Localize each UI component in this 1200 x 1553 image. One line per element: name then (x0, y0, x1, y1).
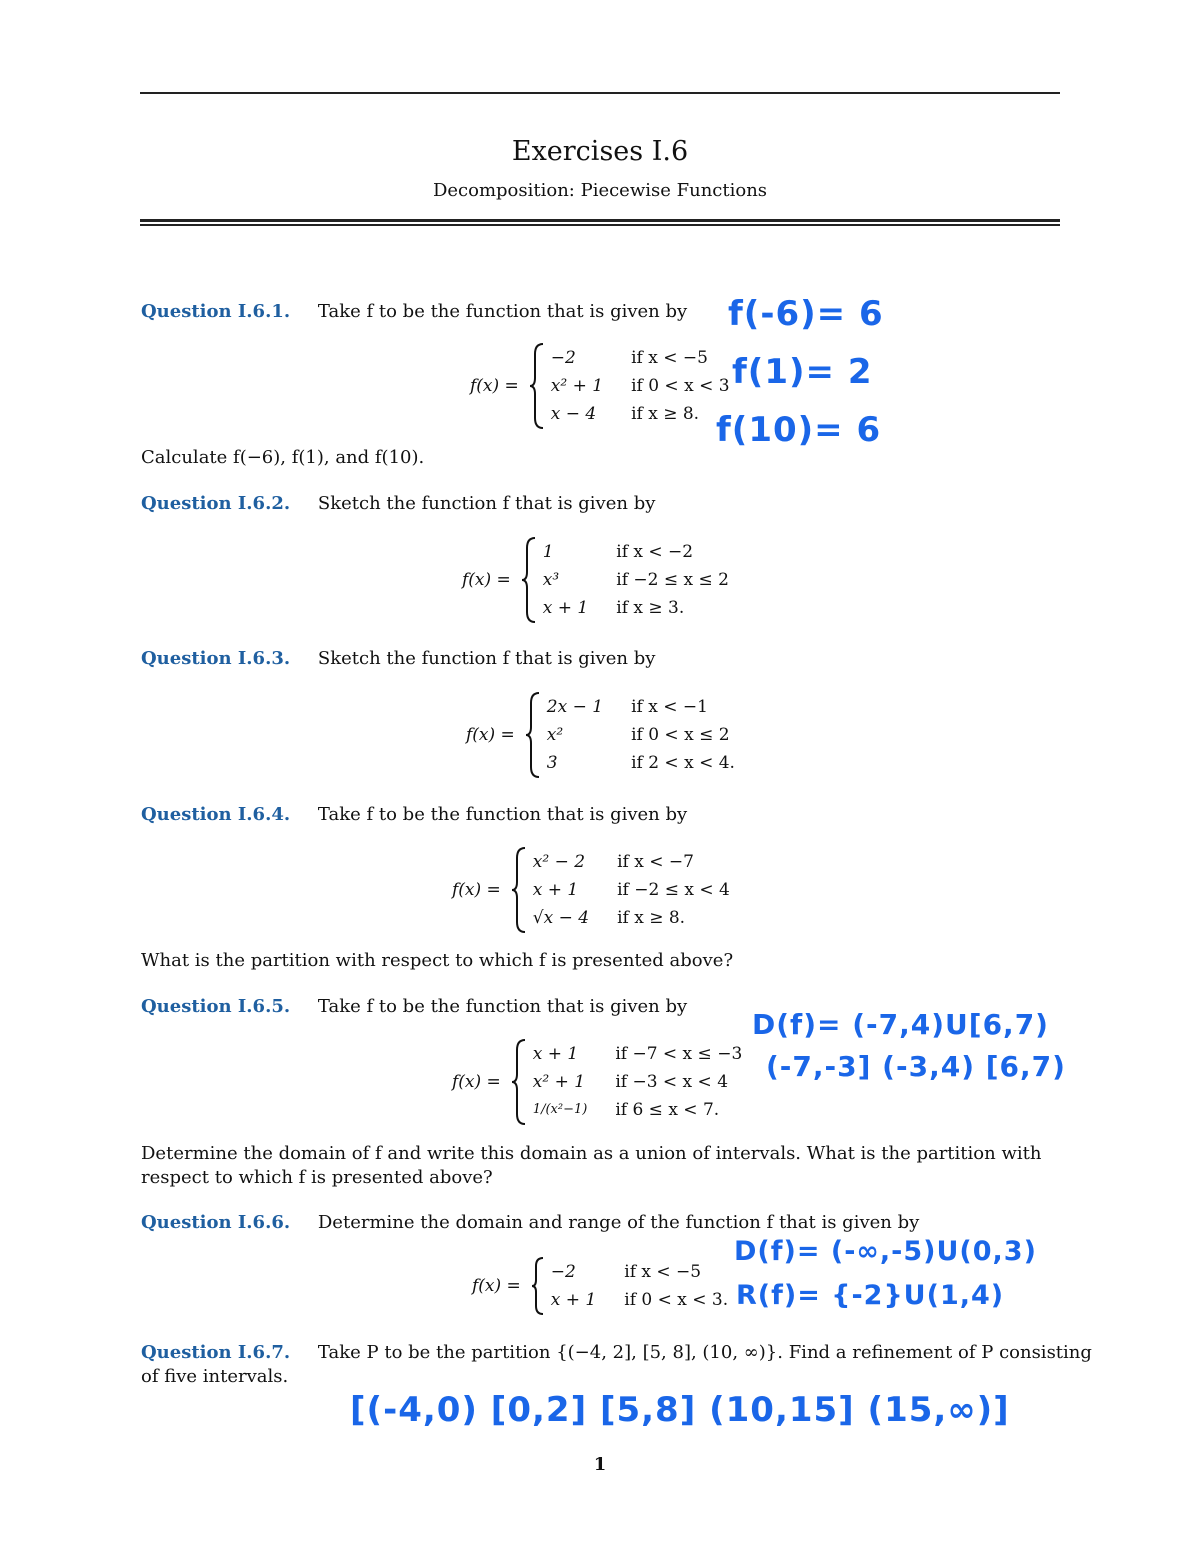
question-6 (141, 1212, 919, 1233)
case-expression: 3 (546, 753, 558, 773)
question-text: Take f to be the function that is given by (317, 804, 688, 825)
piecewise-function-2 (462, 536, 729, 624)
case-condition: if x ≥ 3. (616, 598, 685, 618)
handwritten-answer-q5-b: (-7,-3] (-3,4) [6,7) (766, 1050, 1066, 1083)
question-label: Question I.6.1. (141, 301, 291, 322)
question-text: Sketch the function f that is given by (317, 493, 656, 514)
question-label: Question I.6.4. (141, 804, 291, 825)
question-7 (141, 1342, 1092, 1363)
case-expression: x + 1 (550, 1290, 597, 1310)
case-expression: 1/(x²−1) (532, 1102, 588, 1117)
handwritten-answer-q1-a: f(-6)= 6 (728, 294, 884, 334)
piecewise-function-1 (470, 342, 730, 430)
case-condition: if x < −1 (631, 697, 708, 717)
case-condition: if x < −5 (631, 348, 708, 368)
page-number: 1 (593, 1454, 607, 1475)
question-label: Question I.6.6. (141, 1212, 291, 1233)
question-text: Take P to be the partition {(−4, 2], [5, 8], (10, ∞)}. Find a refinement of P consisting (317, 1342, 1092, 1363)
question-label: Question I.6.2. (141, 493, 291, 514)
handwritten-answer-q7: [(-4,0) [0,2] [5,8] (10,15] (15,∞)] (350, 1390, 1010, 1430)
case-expression: x² + 1 (550, 376, 604, 396)
case-expression: x² − 2 (532, 852, 586, 872)
question-text: Take f to be the function that is given by (317, 996, 688, 1017)
question-5 (141, 996, 687, 1017)
question-text: Determine the domain and range of the function f that is given by (317, 1212, 920, 1233)
case-condition: if 0 < x < 3. (624, 1290, 729, 1310)
question-4-followup: What is the partition with respect to which f is presented above? (141, 950, 734, 971)
case-condition: if x ≥ 8. (617, 908, 686, 928)
piecewise-function-3 (466, 691, 735, 779)
case-expression: x² (546, 725, 564, 745)
case-condition: if −7 < x ≤ −3 (615, 1044, 743, 1064)
title-rule-2 (140, 224, 1060, 226)
title-rule-1 (140, 219, 1060, 222)
case-condition: if 2 < x < 4. (631, 753, 735, 773)
question-2 (141, 493, 655, 514)
case-condition: if 6 ≤ x < 7. (615, 1100, 720, 1120)
question-4 (141, 804, 687, 825)
case-condition: if x < −2 (616, 542, 694, 562)
handwritten-answer-q1-b: f(1)= 2 (732, 352, 873, 392)
case-expression: x + 1 (532, 1044, 579, 1064)
function-lhs: f(x) = (470, 376, 519, 396)
case-expression: x + 1 (532, 880, 579, 900)
handwritten-answer-q1-c: f(10)= 6 (716, 410, 882, 450)
handwritten-answer-q6-a: D(f)= (-∞,-5)U(0,3) (734, 1236, 1037, 1267)
piecewise-function-4 (452, 846, 730, 934)
question-5-followup: Determine the domain of f and write this domain as a union of intervals. What is the partition with respect to which f is presented above? (141, 1143, 1042, 1188)
left-brace-icon (511, 1038, 527, 1126)
case-condition: if x < −7 (617, 852, 694, 872)
case-condition: if x < −5 (624, 1262, 702, 1282)
top-rule (140, 92, 1060, 94)
case-expression: x² + 1 (532, 1072, 586, 1092)
function-lhs: f(x) = (466, 725, 515, 745)
piecewise-function-6 (472, 1256, 728, 1316)
handwritten-answer-q5-a: D(f)= (-7,4)U[6,7) (752, 1008, 1049, 1041)
question-1-followup: Calculate f(−6), f(1), and f(10). (141, 447, 425, 468)
question-label: Question I.6.7. (141, 1342, 291, 1363)
case-condition: if −2 ≤ x < 4 (617, 880, 730, 900)
case-condition: if 0 < x ≤ 2 (631, 725, 730, 745)
case-condition: if −2 ≤ x ≤ 2 (616, 570, 729, 590)
question-1 (141, 301, 687, 322)
left-brace-icon (529, 342, 545, 430)
function-lhs: f(x) = (472, 1276, 521, 1296)
piecewise-function-5 (452, 1038, 742, 1126)
case-condition: if x ≥ 8. (631, 404, 700, 424)
case-expression: −2 (550, 348, 576, 368)
case-expression: 2x − 1 (546, 697, 604, 717)
question-3 (141, 648, 655, 669)
function-lhs: f(x) = (452, 1072, 501, 1092)
question-text: Sketch the function f that is given by (317, 648, 656, 669)
case-condition: if 0 < x < 3 (631, 376, 730, 396)
question-7-continued: of five intervals. (141, 1366, 289, 1387)
left-brace-icon (525, 691, 541, 779)
question-label: Question I.6.3. (141, 648, 291, 669)
question-text: Take f to be the function that is given by (317, 301, 688, 322)
case-expression: −2 (550, 1262, 576, 1282)
question-label: Question I.6.5. (141, 996, 291, 1017)
left-brace-icon (521, 536, 537, 624)
page-title: Exercises I.6 (511, 136, 689, 167)
page-subtitle: Decomposition: Piecewise Functions (432, 180, 768, 201)
function-lhs: f(x) = (462, 570, 511, 590)
case-expression: 1 (542, 542, 554, 562)
handwritten-answer-q6-b: R(f)= {-2}U(1,4) (736, 1280, 1005, 1311)
case-expression: x + 1 (542, 598, 589, 618)
case-expression: x³ (542, 570, 560, 590)
left-brace-icon (511, 846, 527, 934)
left-brace-icon (531, 1256, 545, 1316)
case-expression: √x − 4 (532, 908, 590, 928)
function-lhs: f(x) = (452, 880, 501, 900)
case-expression: x − 4 (550, 404, 597, 424)
case-condition: if −3 < x < 4 (615, 1072, 729, 1092)
